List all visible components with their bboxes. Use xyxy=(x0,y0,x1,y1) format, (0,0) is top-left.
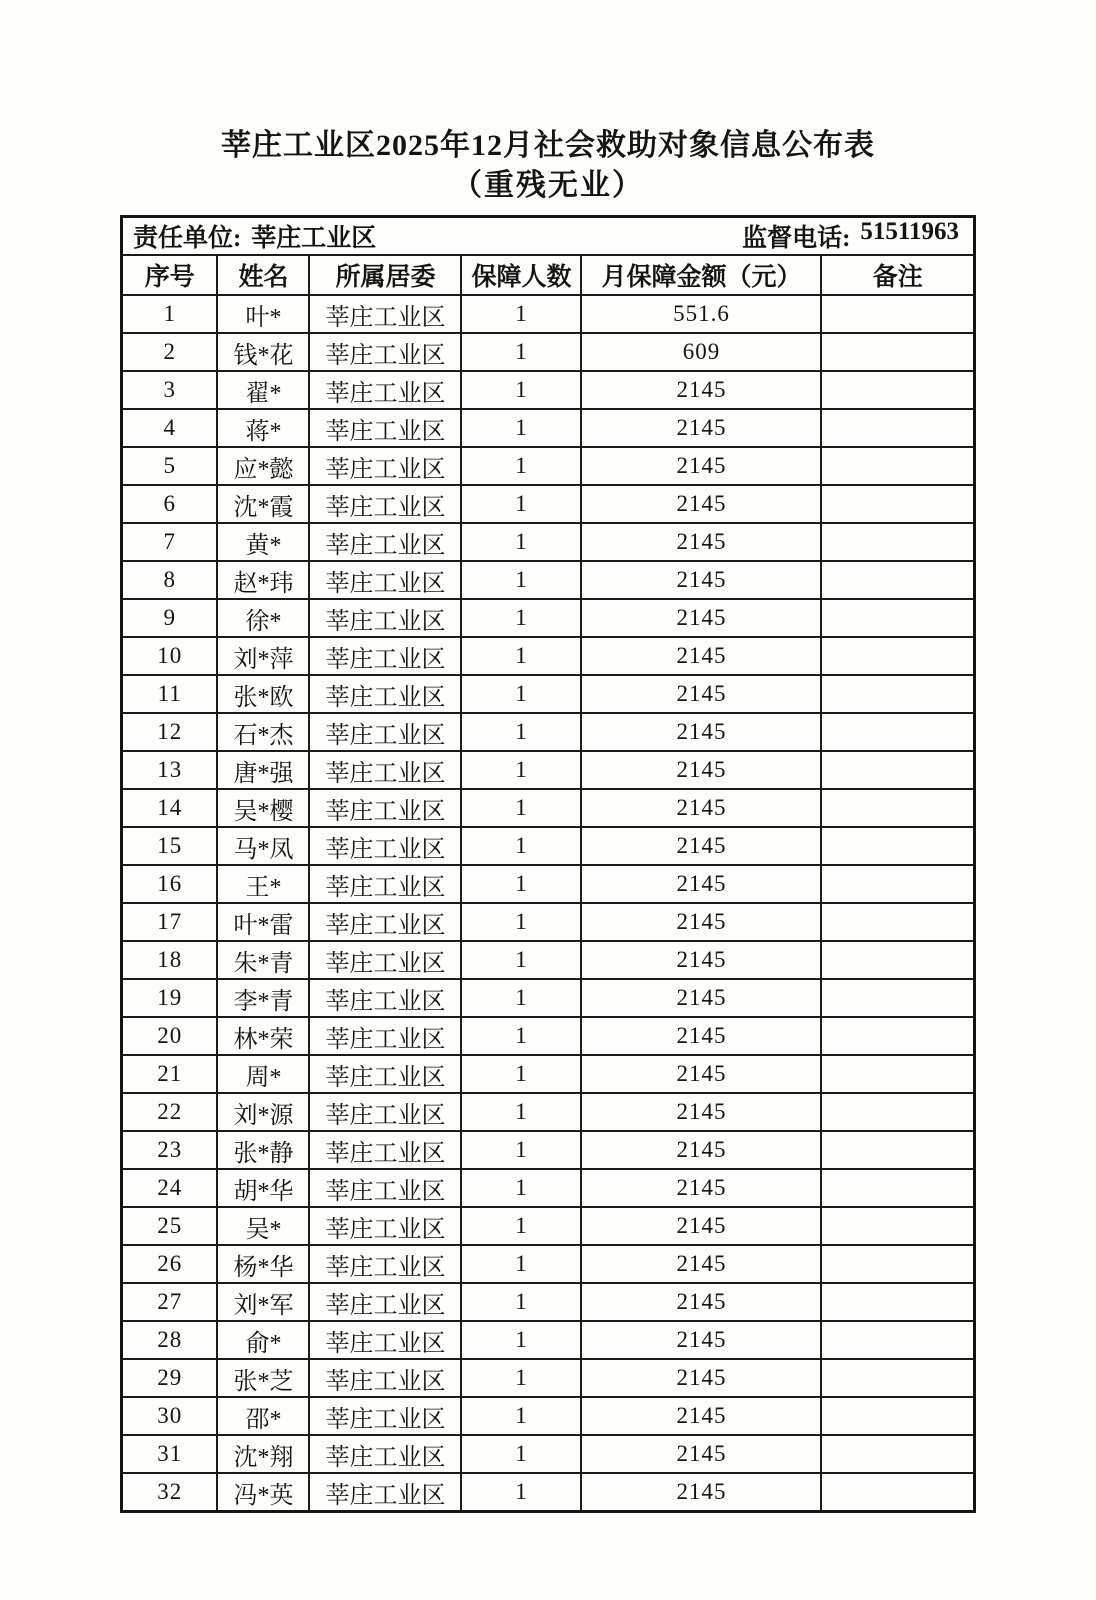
table-row xyxy=(121,295,974,333)
cell-remark xyxy=(821,903,974,941)
cell-monthly-amount: 2145 xyxy=(581,789,821,827)
table-row xyxy=(121,1435,974,1473)
cell-row-number: 18 xyxy=(121,941,217,979)
cell-remark xyxy=(821,827,974,865)
cell-remark xyxy=(821,1321,974,1359)
table-row xyxy=(121,1169,974,1207)
cell-committee: 莘庄工业区 xyxy=(309,1473,461,1512)
cell-remark xyxy=(821,1017,974,1055)
cell-monthly-amount: 2145 xyxy=(581,1055,821,1093)
cell-committee: 莘庄工业区 xyxy=(309,409,461,447)
cell-name: 胡*华 xyxy=(217,1169,309,1207)
cell-committee: 莘庄工业区 xyxy=(309,1359,461,1397)
cell-remark xyxy=(821,1435,974,1473)
cell-insured-count: 1 xyxy=(461,827,581,865)
cell-row-number: 16 xyxy=(121,865,217,903)
cell-row-number: 31 xyxy=(121,1435,217,1473)
cell-insured-count: 1 xyxy=(461,1283,581,1321)
table-row xyxy=(121,1283,974,1321)
cell-monthly-amount: 2145 xyxy=(581,941,821,979)
cell-name: 张*欧 xyxy=(217,675,309,713)
cell-monthly-amount: 2145 xyxy=(581,637,821,675)
responsible-unit xyxy=(133,218,376,254)
cell-name: 黄* xyxy=(217,523,309,561)
supervision-phone-value: 51511963 xyxy=(860,218,960,245)
table-row xyxy=(121,333,974,371)
supervision-phone-label: 监督电话: xyxy=(742,225,851,252)
cell-monthly-amount: 2145 xyxy=(581,675,821,713)
cell-insured-count: 1 xyxy=(461,371,581,409)
cell-committee: 莘庄工业区 xyxy=(309,1283,461,1321)
page-title: 莘庄工业区2025年12月社会救助对象信息公布表 xyxy=(221,129,875,162)
cell-remark xyxy=(821,523,974,561)
cell-committee: 莘庄工业区 xyxy=(309,333,461,371)
table-row xyxy=(121,941,974,979)
cell-committee: 莘庄工业区 xyxy=(309,713,461,751)
cell-row-number: 11 xyxy=(121,675,217,713)
cell-name: 刘*萍 xyxy=(217,637,309,675)
cell-monthly-amount: 2145 xyxy=(581,1283,821,1321)
cell-insured-count: 1 xyxy=(461,599,581,637)
cell-monthly-amount: 2145 xyxy=(581,1131,821,1169)
cell-row-number: 9 xyxy=(121,599,217,637)
table-row xyxy=(121,485,974,523)
cell-remark xyxy=(821,979,974,1017)
supervision-phone xyxy=(742,218,959,254)
cell-insured-count: 1 xyxy=(461,637,581,675)
cell-name: 朱*青 xyxy=(217,941,309,979)
cell-monthly-amount: 2145 xyxy=(581,903,821,941)
cell-row-number: 2 xyxy=(121,333,217,371)
cell-insured-count: 1 xyxy=(461,751,581,789)
cell-monthly-amount: 2145 xyxy=(581,1397,821,1435)
cell-committee: 莘庄工业区 xyxy=(309,1397,461,1435)
cell-name: 刘*军 xyxy=(217,1283,309,1321)
cell-remark xyxy=(821,1473,974,1512)
table-row xyxy=(121,1473,974,1512)
table-row xyxy=(121,523,974,561)
cell-row-number: 3 xyxy=(121,371,217,409)
cell-monthly-amount: 2145 xyxy=(581,1321,821,1359)
cell-remark xyxy=(821,561,974,599)
cell-monthly-amount: 2145 xyxy=(581,1093,821,1131)
cell-monthly-amount: 2145 xyxy=(581,599,821,637)
cell-monthly-amount: 609 xyxy=(581,333,821,371)
cell-name: 林*荣 xyxy=(217,1017,309,1055)
cell-name: 张*静 xyxy=(217,1131,309,1169)
cell-remark xyxy=(821,1055,974,1093)
cell-row-number: 24 xyxy=(121,1169,217,1207)
cell-monthly-amount: 2145 xyxy=(581,865,821,903)
cell-row-number: 30 xyxy=(121,1397,217,1435)
cell-remark xyxy=(821,1397,974,1435)
table-row xyxy=(121,371,974,409)
cell-monthly-amount: 2145 xyxy=(581,1435,821,1473)
cell-committee: 莘庄工业区 xyxy=(309,979,461,1017)
cell-remark xyxy=(821,789,974,827)
cell-monthly-amount: 2145 xyxy=(581,485,821,523)
cell-name: 沈*霞 xyxy=(217,485,309,523)
col-header-remark: 备注 xyxy=(821,255,974,295)
page-subtitle: （重残无业） xyxy=(452,169,644,202)
cell-monthly-amount: 2145 xyxy=(581,1245,821,1283)
column-header-row xyxy=(121,255,974,295)
cell-name: 蒋* xyxy=(217,409,309,447)
cell-committee: 莘庄工业区 xyxy=(309,485,461,523)
col-header-no: 序号 xyxy=(121,255,217,295)
cell-row-number: 6 xyxy=(121,485,217,523)
cell-name: 应*懿 xyxy=(217,447,309,485)
cell-name: 叶*雷 xyxy=(217,903,309,941)
table-row xyxy=(121,1131,974,1169)
cell-name: 吴*樱 xyxy=(217,789,309,827)
table-row xyxy=(121,1245,974,1283)
cell-row-number: 15 xyxy=(121,827,217,865)
cell-row-number: 25 xyxy=(121,1207,217,1245)
cell-name: 周* xyxy=(217,1055,309,1093)
cell-monthly-amount: 2145 xyxy=(581,561,821,599)
cell-name: 石*杰 xyxy=(217,713,309,751)
cell-remark xyxy=(821,409,974,447)
cell-committee: 莘庄工业区 xyxy=(309,1017,461,1055)
cell-committee: 莘庄工业区 xyxy=(309,1169,461,1207)
cell-name: 徐* xyxy=(217,599,309,637)
table-row xyxy=(121,1055,974,1093)
cell-remark xyxy=(821,675,974,713)
cell-committee: 莘庄工业区 xyxy=(309,371,461,409)
cell-monthly-amount: 2145 xyxy=(581,1359,821,1397)
cell-insured-count: 1 xyxy=(461,1473,581,1512)
cell-committee: 莘庄工业区 xyxy=(309,789,461,827)
cell-committee: 莘庄工业区 xyxy=(309,1207,461,1245)
cell-remark xyxy=(821,447,974,485)
cell-committee: 莘庄工业区 xyxy=(309,903,461,941)
cell-insured-count: 1 xyxy=(461,409,581,447)
table-row xyxy=(121,865,974,903)
cell-insured-count: 1 xyxy=(461,1245,581,1283)
cell-name: 翟* xyxy=(217,371,309,409)
table-row xyxy=(121,1397,974,1435)
cell-insured-count: 1 xyxy=(461,1131,581,1169)
cell-row-number: 12 xyxy=(121,713,217,751)
table-row xyxy=(121,675,974,713)
cell-name: 吴* xyxy=(217,1207,309,1245)
table-row xyxy=(121,1093,974,1131)
cell-row-number: 27 xyxy=(121,1283,217,1321)
cell-row-number: 26 xyxy=(121,1245,217,1283)
table-row xyxy=(121,599,974,637)
table-row xyxy=(121,637,974,675)
cell-remark xyxy=(821,1169,974,1207)
cell-committee: 莘庄工业区 xyxy=(309,637,461,675)
cell-row-number: 5 xyxy=(121,447,217,485)
cell-name: 钱*花 xyxy=(217,333,309,371)
cell-insured-count: 1 xyxy=(461,1207,581,1245)
cell-remark xyxy=(821,485,974,523)
cell-committee: 莘庄工业区 xyxy=(309,1131,461,1169)
cell-insured-count: 1 xyxy=(461,333,581,371)
cell-insured-count: 1 xyxy=(461,1435,581,1473)
cell-remark xyxy=(821,1207,974,1245)
cell-name: 张*芝 xyxy=(217,1359,309,1397)
cell-remark xyxy=(821,941,974,979)
cell-remark xyxy=(821,1359,974,1397)
table-row xyxy=(121,827,974,865)
cell-remark xyxy=(821,1093,974,1131)
cell-monthly-amount: 2145 xyxy=(581,1207,821,1245)
cell-monthly-amount: 2145 xyxy=(581,1169,821,1207)
table-row xyxy=(121,1017,974,1055)
table-row xyxy=(121,561,974,599)
cell-committee: 莘庄工业区 xyxy=(309,941,461,979)
cell-insured-count: 1 xyxy=(461,903,581,941)
cell-name: 邵* xyxy=(217,1397,309,1435)
table-row xyxy=(121,447,974,485)
cell-row-number: 1 xyxy=(121,295,217,333)
cell-name: 刘*源 xyxy=(217,1093,309,1131)
cell-remark xyxy=(821,751,974,789)
cell-monthly-amount: 551.6 xyxy=(581,295,821,333)
cell-monthly-amount: 2145 xyxy=(581,523,821,561)
cell-monthly-amount: 2145 xyxy=(581,979,821,1017)
col-header-committee: 所属居委 xyxy=(309,255,461,295)
cell-committee: 莘庄工业区 xyxy=(309,599,461,637)
cell-remark xyxy=(821,295,974,333)
cell-monthly-amount: 2145 xyxy=(581,409,821,447)
cell-row-number: 14 xyxy=(121,789,217,827)
cell-insured-count: 1 xyxy=(461,941,581,979)
cell-row-number: 21 xyxy=(121,1055,217,1093)
cell-remark xyxy=(821,713,974,751)
cell-monthly-amount: 2145 xyxy=(581,1473,821,1512)
cell-row-number: 29 xyxy=(121,1359,217,1397)
cell-row-number: 10 xyxy=(121,637,217,675)
cell-committee: 莘庄工业区 xyxy=(309,561,461,599)
cell-insured-count: 1 xyxy=(461,523,581,561)
table-row xyxy=(121,409,974,447)
cell-insured-count: 1 xyxy=(461,1093,581,1131)
col-header-amount: 月保障金额（元） xyxy=(581,255,821,295)
cell-committee: 莘庄工业区 xyxy=(309,1093,461,1131)
cell-row-number: 28 xyxy=(121,1321,217,1359)
cell-monthly-amount: 2145 xyxy=(581,827,821,865)
cell-name: 唐*强 xyxy=(217,751,309,789)
cell-committee: 莘庄工业区 xyxy=(309,1055,461,1093)
table-body xyxy=(121,295,974,1512)
cell-name: 赵*玮 xyxy=(217,561,309,599)
responsible-unit-value: 莘庄工业区 xyxy=(251,225,377,252)
assistance-table xyxy=(120,215,976,1513)
cell-insured-count: 1 xyxy=(461,979,581,1017)
cell-insured-count: 1 xyxy=(461,865,581,903)
cell-row-number: 13 xyxy=(121,751,217,789)
cell-insured-count: 1 xyxy=(461,485,581,523)
table-row xyxy=(121,979,974,1017)
cell-remark xyxy=(821,1245,974,1283)
cell-remark xyxy=(821,637,974,675)
cell-insured-count: 1 xyxy=(461,1055,581,1093)
cell-insured-count: 1 xyxy=(461,713,581,751)
cell-monthly-amount: 2145 xyxy=(581,447,821,485)
cell-row-number: 20 xyxy=(121,1017,217,1055)
cell-monthly-amount: 2145 xyxy=(581,751,821,789)
cell-monthly-amount: 2145 xyxy=(581,713,821,751)
cell-remark xyxy=(821,371,974,409)
cell-insured-count: 1 xyxy=(461,1017,581,1055)
cell-row-number: 19 xyxy=(121,979,217,1017)
cell-committee: 莘庄工业区 xyxy=(309,523,461,561)
cell-insured-count: 1 xyxy=(461,1397,581,1435)
table-row xyxy=(121,713,974,751)
table-row xyxy=(121,751,974,789)
cell-insured-count: 1 xyxy=(461,295,581,333)
cell-name: 冯*英 xyxy=(217,1473,309,1512)
table-row xyxy=(121,1359,974,1397)
col-header-count: 保障人数 xyxy=(461,255,581,295)
cell-committee: 莘庄工业区 xyxy=(309,675,461,713)
cell-remark xyxy=(821,599,974,637)
cell-row-number: 8 xyxy=(121,561,217,599)
table-row xyxy=(121,903,974,941)
cell-row-number: 22 xyxy=(121,1093,217,1131)
cell-row-number: 17 xyxy=(121,903,217,941)
cell-insured-count: 1 xyxy=(461,1359,581,1397)
cell-insured-count: 1 xyxy=(461,675,581,713)
cell-row-number: 4 xyxy=(121,409,217,447)
cell-committee: 莘庄工业区 xyxy=(309,1245,461,1283)
cell-row-number: 32 xyxy=(121,1473,217,1512)
cell-row-number: 23 xyxy=(121,1131,217,1169)
cell-name: 王* xyxy=(217,865,309,903)
cell-insured-count: 1 xyxy=(461,1169,581,1207)
cell-name: 马*凤 xyxy=(217,827,309,865)
cell-committee: 莘庄工业区 xyxy=(309,827,461,865)
cell-insured-count: 1 xyxy=(461,561,581,599)
cell-insured-count: 1 xyxy=(461,789,581,827)
cell-monthly-amount: 2145 xyxy=(581,371,821,409)
table-row xyxy=(121,1207,974,1245)
info-row xyxy=(121,217,974,256)
cell-remark xyxy=(821,1131,974,1169)
cell-insured-count: 1 xyxy=(461,447,581,485)
cell-remark xyxy=(821,1283,974,1321)
cell-name: 李*青 xyxy=(217,979,309,1017)
cell-committee: 莘庄工业区 xyxy=(309,1321,461,1359)
cell-remark xyxy=(821,865,974,903)
cell-name: 俞* xyxy=(217,1321,309,1359)
cell-committee: 莘庄工业区 xyxy=(309,447,461,485)
info-cell xyxy=(121,217,974,256)
cell-name: 叶* xyxy=(217,295,309,333)
cell-committee: 莘庄工业区 xyxy=(309,1435,461,1473)
cell-committee: 莘庄工业区 xyxy=(309,295,461,333)
table-row xyxy=(121,1321,974,1359)
responsible-unit-label: 责任单位: xyxy=(132,225,242,252)
cell-committee: 莘庄工业区 xyxy=(309,751,461,789)
cell-committee: 莘庄工业区 xyxy=(309,865,461,903)
col-header-name: 姓名 xyxy=(217,255,309,295)
cell-insured-count: 1 xyxy=(461,1321,581,1359)
cell-row-number: 7 xyxy=(121,523,217,561)
table-row xyxy=(121,789,974,827)
cell-remark xyxy=(821,333,974,371)
cell-name: 杨*华 xyxy=(217,1245,309,1283)
cell-name: 沈*翔 xyxy=(217,1435,309,1473)
cell-monthly-amount: 2145 xyxy=(581,1017,821,1055)
